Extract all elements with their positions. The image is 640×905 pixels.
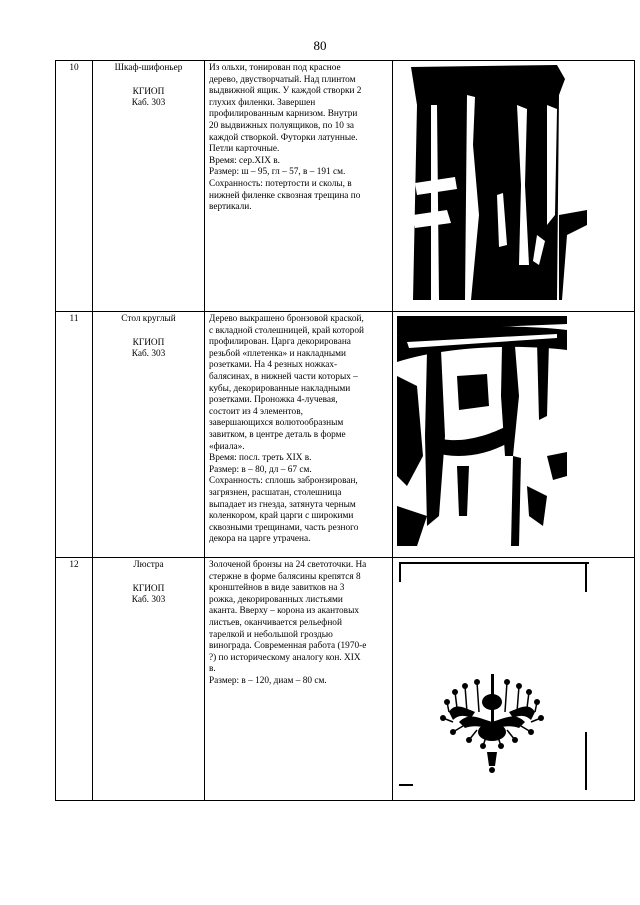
desc-line: загрязнен, расшатан, столешница <box>209 487 342 498</box>
desc-line: ?) по историческому аналогу кон. XIX <box>209 652 361 663</box>
desc-line: Сохранность: сплошь забронзирован, <box>209 476 358 487</box>
item-name: Люстра <box>133 560 164 570</box>
desc-line: каждой створкой. Футорки латунные. <box>209 132 358 143</box>
desc-line: дерево, двустворчатый. Над плинтом <box>209 74 356 85</box>
inventory-table <box>55 60 635 801</box>
desc-line: розетками. Проножка 4-лучевая, <box>209 395 338 406</box>
desc-line: Золоченой бронзы на 24 светоточки. На <box>209 560 367 570</box>
desc-line: Дерево выкрашено бронзовой краской, <box>209 314 364 324</box>
desc-line: выпадает из гнезда, затянута черным <box>209 499 356 510</box>
desc-line: резьбой «плетенка» и накладными <box>209 348 347 359</box>
desc-line: завитком, в центре деталь в форме <box>209 429 346 440</box>
desc-line: Сохранность: потертости и сколы, в <box>209 178 352 189</box>
desc-line: кронштейнов в виде завитков на 3 <box>209 583 345 594</box>
row-number: 12 <box>56 558 93 801</box>
desc-line: Петли карточные. <box>209 144 280 155</box>
desc-line: тарелкой и небольшой гроздью <box>209 629 333 640</box>
item-owner: КГИОП <box>132 86 165 97</box>
item-name-cell <box>93 558 205 801</box>
desc-line: состоит из 4 элементов, <box>209 406 303 417</box>
table-row <box>56 61 635 312</box>
desc-line: «фиала». <box>209 441 245 452</box>
item-room: Каб. 303 <box>131 349 166 360</box>
desc-line: винограда. Современная работа (1970-е <box>209 641 367 652</box>
desc-line: кубы, декорированные накладными <box>209 383 351 394</box>
desc-line: Из ольхи, тонирован под красное <box>209 63 341 73</box>
desc-line: профилирован. Царга декорирована <box>209 337 351 348</box>
item-description <box>205 61 393 312</box>
chandelier-photo <box>399 562 589 790</box>
desc-line: Время: сер.XIX в. <box>209 155 280 166</box>
desc-line: выдвижной ящик. У каждой створки 2 <box>209 86 362 97</box>
desc-line: 20 выдвижных полуящиков, по 10 за <box>209 120 355 131</box>
item-owner: КГИОП <box>132 583 165 594</box>
desc-line: в. <box>209 664 216 675</box>
photo-cell <box>393 61 635 312</box>
item-name-cell <box>93 312 205 558</box>
item-name-cell <box>93 61 205 312</box>
table-row <box>56 312 635 558</box>
desc-line: рожка, декорированных листьями <box>209 594 343 605</box>
desc-line: Размер: ш – 95, гл – 57, в – 191 см. <box>209 167 346 178</box>
desc-line: листьев, оканчивается рельефной <box>209 617 342 628</box>
desc-line: вертикали. <box>209 202 252 213</box>
desc-line: розетками. На 4 резных ножках- <box>209 360 338 371</box>
round-table-photo <box>397 316 567 546</box>
desc-line: завершающихся волютообразным <box>209 418 344 429</box>
item-description <box>205 312 393 558</box>
item-room: Каб. 303 <box>131 98 166 109</box>
desc-line: Размер: в – 80, дл – 67 см. <box>209 464 312 475</box>
desc-line: Размер: в – 120, диам – 80 см. <box>209 675 327 686</box>
table-row <box>56 558 635 801</box>
desc-line: коленкором, край царги с широкими <box>209 511 354 522</box>
desc-line: сквозными трещинами, часть резного <box>209 522 359 533</box>
desc-line: балясинах, в нижней части которых – <box>209 371 358 382</box>
desc-line: нижней филенке сквозная трещина по <box>209 190 361 201</box>
desc-line: профилированным карнизом. Внутри <box>209 109 358 120</box>
item-owner: КГИОП <box>132 337 165 348</box>
desc-line: Время: посл. треть XIX в. <box>209 453 312 464</box>
photo-cell <box>393 558 635 801</box>
photo-cell <box>393 312 635 558</box>
desc-line: с вкладной столешницей, край которой <box>209 325 364 336</box>
row-number: 10 <box>56 61 93 312</box>
desc-line: стержне в форме балясины крепятся 8 <box>209 571 361 582</box>
desc-line: аканта. Вверху – корона из акантовых <box>209 606 359 617</box>
wardrobe-photo <box>407 65 587 300</box>
page-number: 80 <box>313 38 327 53</box>
item-name: Стол круглый <box>121 314 176 324</box>
desc-line: глухих филенки. Завершен <box>209 97 316 108</box>
item-description <box>205 558 393 801</box>
item-room: Каб. 303 <box>131 595 166 606</box>
desc-line: декора на царге утрачена. <box>209 534 311 545</box>
row-number: 11 <box>56 312 93 558</box>
item-name: Шкаф-шифоньер <box>114 63 183 73</box>
